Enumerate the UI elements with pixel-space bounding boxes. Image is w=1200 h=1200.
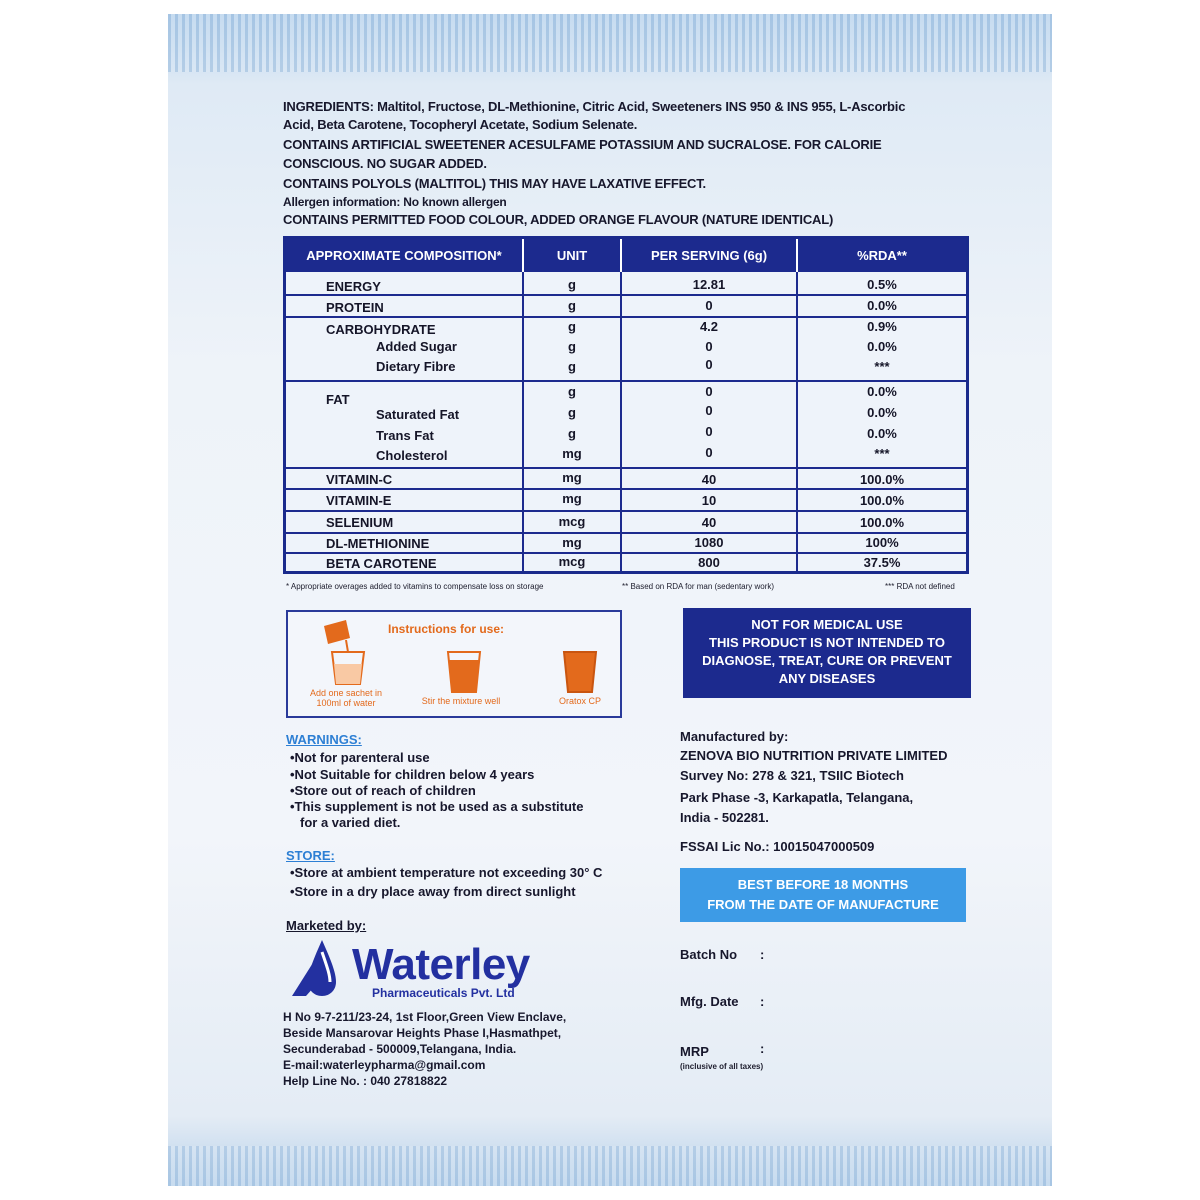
medical-use-notice bbox=[683, 608, 971, 698]
row-name: DL-METHIONINE bbox=[326, 536, 430, 551]
row-unit: mcg bbox=[558, 514, 586, 529]
row-rda: 0.0% bbox=[867, 298, 897, 313]
row-unit: mg bbox=[562, 446, 582, 461]
row-unit: mg bbox=[562, 470, 582, 485]
row-rda: *** bbox=[874, 359, 890, 374]
mrp-colon: : bbox=[760, 1041, 765, 1056]
table-header bbox=[286, 239, 966, 272]
header-unit: UNIT bbox=[556, 248, 588, 263]
warning-item: •Not for parenteral use bbox=[290, 750, 430, 765]
row-serving: 12.81 bbox=[692, 277, 726, 292]
row-divider bbox=[286, 488, 966, 490]
store-item: •Store in a dry place away from direct sunlight bbox=[290, 884, 576, 899]
row-name: SELENIUM bbox=[326, 515, 394, 530]
row-unit: g bbox=[568, 384, 576, 399]
row-divider bbox=[286, 316, 966, 318]
row-unit: mg bbox=[562, 491, 582, 506]
manufacturer-address: Park Phase -3, Karkapatla, Telangana, bbox=[680, 790, 914, 805]
row-serving: 0 bbox=[705, 424, 713, 439]
best-before-banner: BEST BEFORE 18 MONTHS FROM THE DATE OF MANUFACTURE bbox=[680, 868, 966, 922]
row-unit: mcg bbox=[558, 554, 586, 569]
row-name: FAT bbox=[326, 392, 350, 407]
row-name: VITAMIN-C bbox=[326, 472, 393, 487]
top-seal bbox=[168, 14, 1052, 72]
row-rda: 0.5% bbox=[867, 277, 897, 292]
marketer-address: Secunderabad - 500009,Telangana, India. bbox=[283, 1042, 517, 1056]
ingredients-line-1: INGREDIENTS: Maltitol, Fructose, DL-Methionine, Citric Acid, Sweeteners INS 950 & INS 955, L-Ascorbic bbox=[283, 99, 906, 114]
row-rda: 37.5% bbox=[863, 555, 901, 570]
row-name: CARBOHYDRATE bbox=[326, 322, 436, 337]
waterley-logo-icon bbox=[286, 938, 356, 1000]
instructions-panel bbox=[286, 610, 622, 718]
batch-no-colon: : bbox=[760, 947, 765, 962]
row-serving: 800 bbox=[698, 555, 720, 570]
row-unit: g bbox=[568, 298, 576, 313]
notice-line: THIS PRODUCT IS NOT INTENDED TO bbox=[709, 635, 945, 650]
footnote-rda-undefined: *** RDA not defined bbox=[885, 582, 955, 591]
row-name: Dietary Fibre bbox=[376, 359, 456, 374]
footnote-overages: * Appropriate overages added to vitamins to compensate loss on storage bbox=[286, 582, 544, 591]
mfg-date-colon: : bbox=[760, 994, 765, 1009]
notice-line: NOT FOR MEDICAL USE bbox=[751, 617, 903, 632]
store-heading: STORE: bbox=[286, 848, 335, 863]
mfg-date-label: Mfg. Date bbox=[680, 994, 739, 1009]
warning-item: for a varied diet. bbox=[300, 815, 401, 830]
bottom-seal bbox=[168, 1146, 1052, 1186]
row-serving: 0 bbox=[705, 403, 713, 418]
step-3-label: Oratox CP bbox=[558, 696, 601, 706]
sweetener-statement-1: CONTAINS ARTIFICIAL SWEETENER ACESULFAME POTASSIUM AND SUCRALOSE. FOR CALORIE bbox=[283, 137, 882, 152]
row-serving: 0 bbox=[705, 445, 713, 460]
header-composition: APPROXIMATE COMPOSITION* bbox=[306, 248, 502, 263]
row-unit: g bbox=[568, 339, 576, 354]
notice-line: DIAGNOSE, TREAT, CURE OR PREVENT bbox=[702, 653, 952, 668]
row-rda: 100.0% bbox=[859, 493, 905, 508]
manufacturer-address: Survey No: 278 & 321, TSIIC Biotech bbox=[680, 768, 904, 783]
warning-item: •This supplement is not be used as a substitute bbox=[290, 799, 584, 814]
row-rda: 100% bbox=[865, 535, 899, 550]
stir-glass-icon bbox=[442, 648, 486, 694]
row-rda: 0.0% bbox=[867, 384, 897, 399]
composition-table bbox=[283, 236, 969, 574]
row-serving: 4.2 bbox=[699, 319, 719, 334]
waterley-brand-subtitle: Pharmaceuticals Pvt. Ltd bbox=[372, 986, 515, 1000]
row-unit: g bbox=[568, 426, 576, 441]
row-rda: 100.0% bbox=[859, 472, 905, 487]
row-divider bbox=[286, 467, 966, 469]
row-divider bbox=[286, 510, 966, 512]
sachet-pour-icon bbox=[316, 618, 376, 686]
row-rda: 100.0% bbox=[859, 515, 905, 530]
row-name: PROTEIN bbox=[326, 300, 384, 315]
notice-line: ANY DISEASES bbox=[778, 671, 876, 686]
warnings-heading: WARNINGS: bbox=[286, 732, 362, 747]
row-serving: 1080 bbox=[694, 535, 724, 550]
row-name: VITAMIN-E bbox=[326, 493, 392, 508]
row-serving: 0 bbox=[705, 339, 713, 354]
row-unit: mg bbox=[562, 535, 582, 550]
row-rda: 0.9% bbox=[867, 319, 897, 334]
row-divider bbox=[286, 380, 966, 382]
waterley-brand-name: Waterley bbox=[352, 940, 530, 989]
row-name: Trans Fat bbox=[376, 428, 434, 443]
manufactured-by-label: Manufactured by: bbox=[680, 729, 789, 744]
header-per-serving: PER SERVING (6g) bbox=[650, 248, 768, 263]
ingredients-line-2: Acid, Beta Carotene, Tocopheryl Acetate, Sodium Selenate. bbox=[283, 117, 638, 132]
marketer-address: H No 9-7-211/23-24, 1st Floor,Green View Enclave, bbox=[283, 1010, 567, 1024]
row-rda: 0.0% bbox=[867, 426, 897, 441]
allergen-info: Allergen information: No known allergen bbox=[283, 195, 507, 209]
row-name: Cholesterol bbox=[376, 448, 448, 463]
fssai-license: FSSAI Lic No.: 10015047000509 bbox=[680, 839, 875, 854]
sweetener-statement-2: CONSCIOUS. NO SUGAR ADDED. bbox=[283, 156, 487, 171]
mrp-label: MRP bbox=[680, 1044, 709, 1059]
row-serving: 40 bbox=[701, 515, 717, 530]
row-divider bbox=[286, 532, 966, 534]
row-name: ENERGY bbox=[326, 279, 381, 294]
row-name: BETA CAROTENE bbox=[326, 556, 437, 571]
row-serving: 40 bbox=[701, 472, 717, 487]
instructions-title: Instructions for use: bbox=[388, 622, 505, 636]
row-unit: g bbox=[568, 319, 576, 334]
orange-drink-icon bbox=[558, 648, 602, 694]
manufacturer-name: ZENOVA BIO NUTRITION PRIVATE LIMITED bbox=[680, 748, 948, 763]
mrp-tax-note: (inclusive of all taxes) bbox=[680, 1062, 764, 1071]
step-2-label: Stir the mixture well bbox=[421, 696, 501, 706]
row-unit: g bbox=[568, 359, 576, 374]
row-rda: 0.0% bbox=[867, 339, 897, 354]
row-serving: 0 bbox=[705, 357, 713, 372]
marketed-by-label: Marketed by: bbox=[286, 918, 367, 933]
warning-item: •Store out of reach of children bbox=[290, 783, 476, 798]
manufacturer-address: India - 502281. bbox=[680, 810, 769, 825]
row-serving: 0 bbox=[705, 384, 713, 399]
step-1-label: Add one sachet in 100ml of water bbox=[309, 688, 383, 708]
colour-statement: CONTAINS PERMITTED FOOD COLOUR, ADDED ORANGE FLAVOUR (NATURE IDENTICAL) bbox=[283, 212, 834, 227]
batch-no-label: Batch No bbox=[680, 947, 738, 962]
warning-item: •Not Suitable for children below 4 years bbox=[290, 767, 535, 782]
row-serving: 0 bbox=[705, 298, 713, 313]
marketer-address: Beside Mansarovar Heights Phase I,Hasmathpet, bbox=[283, 1026, 562, 1040]
row-divider bbox=[286, 294, 966, 296]
row-unit: g bbox=[568, 277, 576, 292]
row-rda: 0.0% bbox=[867, 405, 897, 420]
polyols-statement: CONTAINS POLYOLS (MALTITOL) THIS MAY HAVE LAXATIVE EFFECT. bbox=[283, 176, 706, 191]
marketer-email: E-mail:waterleypharma@gmail.com bbox=[283, 1058, 486, 1072]
header-rda: %RDA** bbox=[857, 248, 907, 263]
row-divider bbox=[286, 552, 966, 554]
row-name: Saturated Fat bbox=[376, 407, 460, 422]
row-name: Added Sugar bbox=[376, 339, 457, 354]
row-rda: *** bbox=[874, 446, 890, 461]
marketer-helpline: Help Line No. : 040 27818822 bbox=[283, 1074, 448, 1088]
store-item: •Store at ambient temperature not exceeding 30° C bbox=[290, 865, 603, 880]
row-serving: 10 bbox=[701, 493, 717, 508]
footnote-rda-basis: ** Based on RDA for man (sedentary work) bbox=[622, 582, 775, 591]
row-unit: g bbox=[568, 405, 576, 420]
